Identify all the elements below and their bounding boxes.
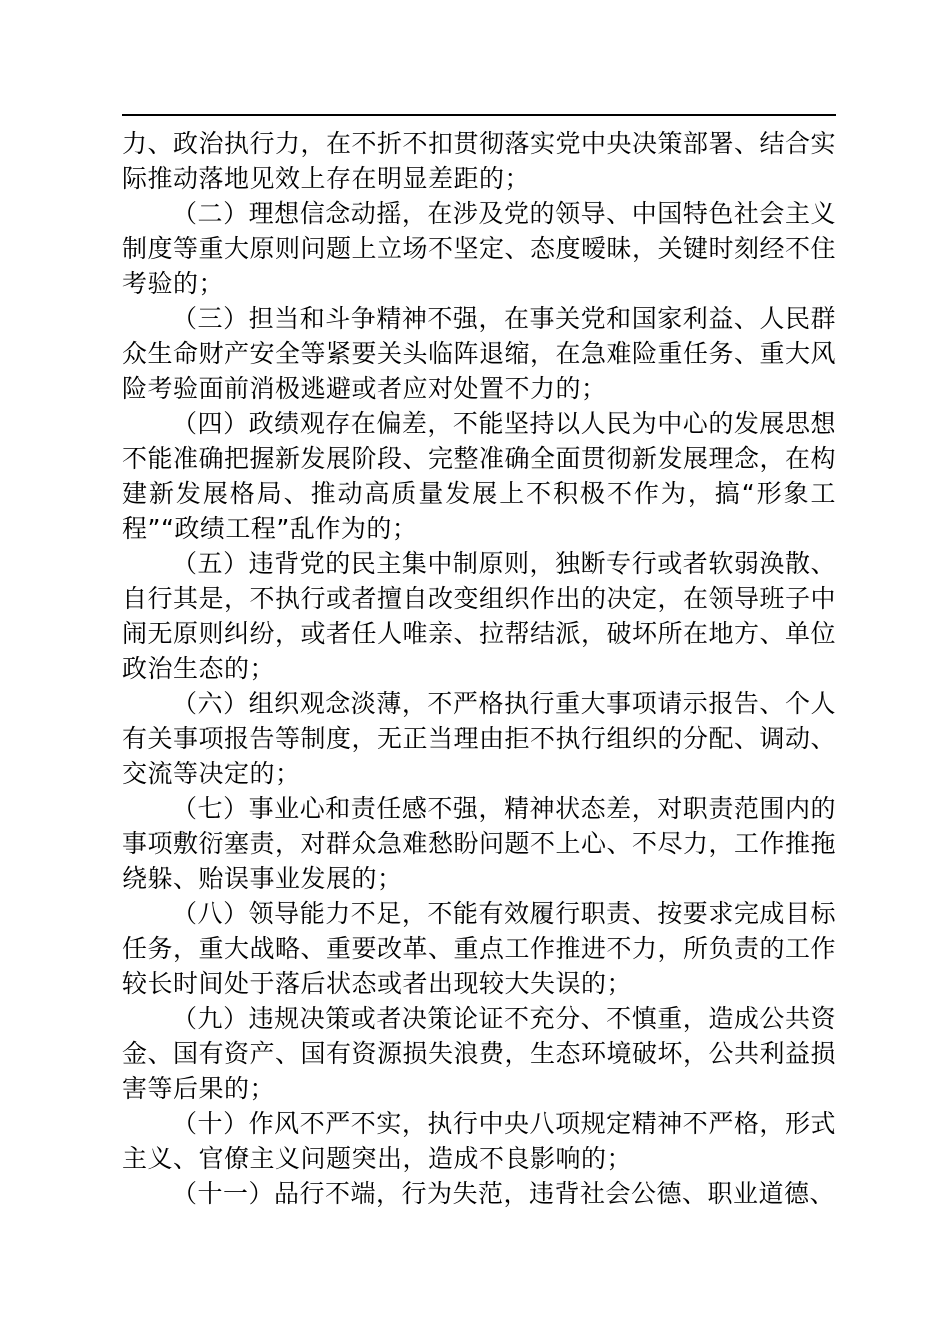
paragraph-continuation: 力、政治执行力，在不折不扣贯彻落实党中央决策部署、结合实际推动落地见效上存在明显差距的； <box>122 129 837 193</box>
header-rule <box>122 114 836 116</box>
paragraph-item-9: （九）违规决策或者决策论证不充分、不慎重，造成公共资金、国有资产、国有资源损失浪费，生态环境破坏，公共利益损害等后果的； <box>122 1004 837 1103</box>
paragraph-item-7: （七）事业心和责任感不强，精神状态差，对职责范围内的事项敷衍塞责，对群众急难愁盼问题不上心、不尽力，工作推拖绕躲、贻误事业发展的； <box>122 794 837 893</box>
document-body <box>122 126 836 1211</box>
paragraph-item-10: （十）作风不严不实，执行中央八项规定精神不严格，形式主义、官僚主义问题突出，造成不良影响的； <box>122 1109 836 1173</box>
paragraph-item-4: （四）政绩观存在偏差，不能坚持以人民为中心的发展思想不能准确把握新发展阶段、完整准确全面贯彻新发展理念，在构建新发展格局、推动高质量发展上不积极不作为，搞“形象工程”“政绩工程”乱作为的； <box>122 409 837 543</box>
paragraph-item-8: （八）领导能力不足，不能有效履行职责、按要求完成目标任务，重大战略、重要改革、重点工作推进不力，所负责的工作较长时间处于落后状态或者出现较大失误的； <box>122 899 837 998</box>
paragraph-item-5: （五）违背党的民主集中制原则，独断专行或者软弱涣散、自行其是，不执行或者擅自改变组织作出的决定，在领导班子中闹无原则纠纷，或者任人唯亲、拉帮结派，破坏所在地方、单位政治生态的； <box>122 549 837 683</box>
paragraph-item-6: （六）组织观念淡薄，不严格执行重大事项请示报告、个人有关事项报告等制度，无正当理由拒不执行组织的分配、调动、交流等决定的； <box>122 689 837 788</box>
paragraph-item-11: （十一）品行不端，行为失范，违背社会公德、职业道德、 <box>172 1179 836 1208</box>
paragraph-item-3: （三）担当和斗争精神不强，在事关党和国家利益、人民群众生命财产安全等紧要关头临阵退缩，在急难险重任务、重大风险考验面前消极逃避或者应对处置不力的； <box>122 304 837 403</box>
paragraph-item-2: （二）理想信念动摇，在涉及党的领导、中国特色社会主义制度等重大原则问题上立场不坚定、态度暧昧，关键时刻经不住考验的； <box>122 199 837 298</box>
